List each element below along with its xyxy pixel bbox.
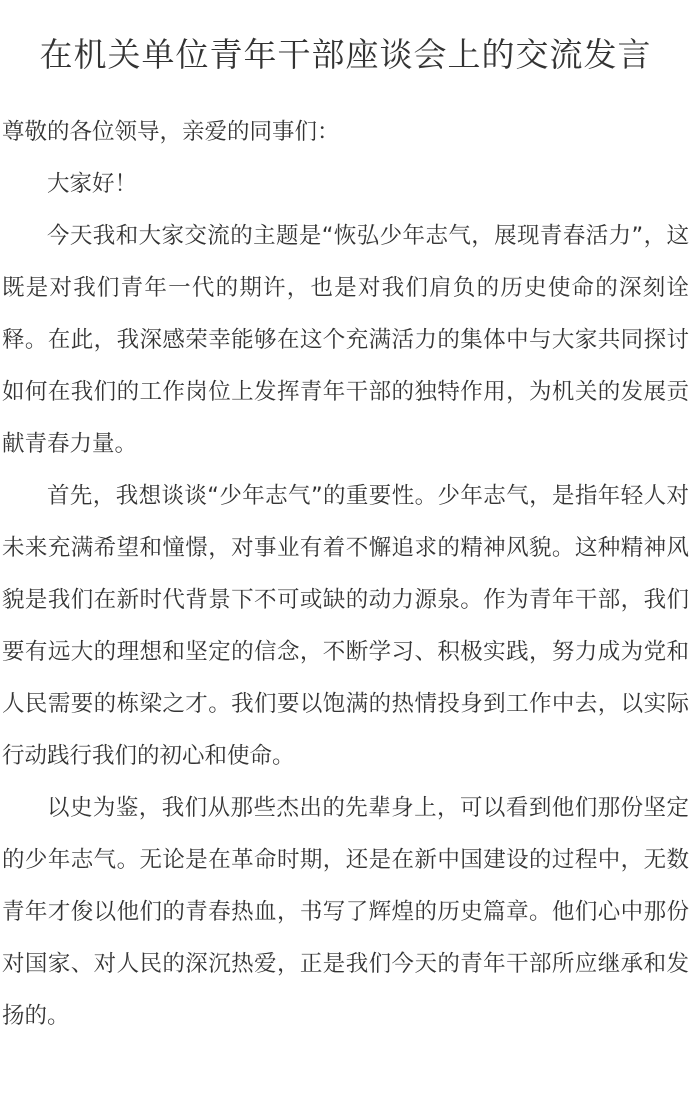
salutation: 尊敬的各位领导，亲爱的同事们： [2, 119, 340, 145]
document-title: 在机关单位青年干部座谈会上的交流发言 [39, 35, 652, 74]
paragraph-history: 以史为鉴，我们从那些杰出的先辈身上，可以看到他们那份坚定的少年志气。无论是在革命时期，还是在新中国建设的过程中，无数青年才俊以他们的青春热血，书写了辉煌的历史篇章。他们心中那份对国家、对人民的深沉热爱，正是我们今天的青年干部所应继承和发扬的。 [2, 795, 689, 1029]
paragraph-theme: 今天我和大家交流的主题是“恢弘少年志气，展现青春活力”，这既是对我们青年一代的期许，也是对我们肩负的历史使命的深刻诠释。在此，我深感荣幸能够在这个充满活力的集体中与大家共同探讨如何在我们的工作岗位上发挥青年干部的独特作用，为机关的发展贡献青春力量。 [2, 223, 689, 457]
paragraph-ambition: 首先，我想谈谈“少年志气”的重要性。少年志气，是指年轻人对未来充满希望和憧憬，对事业有着不懈追求的精神风貌。这种精神风貌是我们在新时代背景下不可或缺的动力源泉。作为青年干部，我们要有远大的理想和坚定的信念，不断学习、积极实践，努力成为党和人民需要的栋梁之才。我们要以饱满的热情投身到工作中去，以实际行动践行我们的初心和使命。 [2, 483, 689, 769]
paragraph-greeting: 大家好！ [47, 171, 138, 197]
document-body [2, 106, 689, 1042]
